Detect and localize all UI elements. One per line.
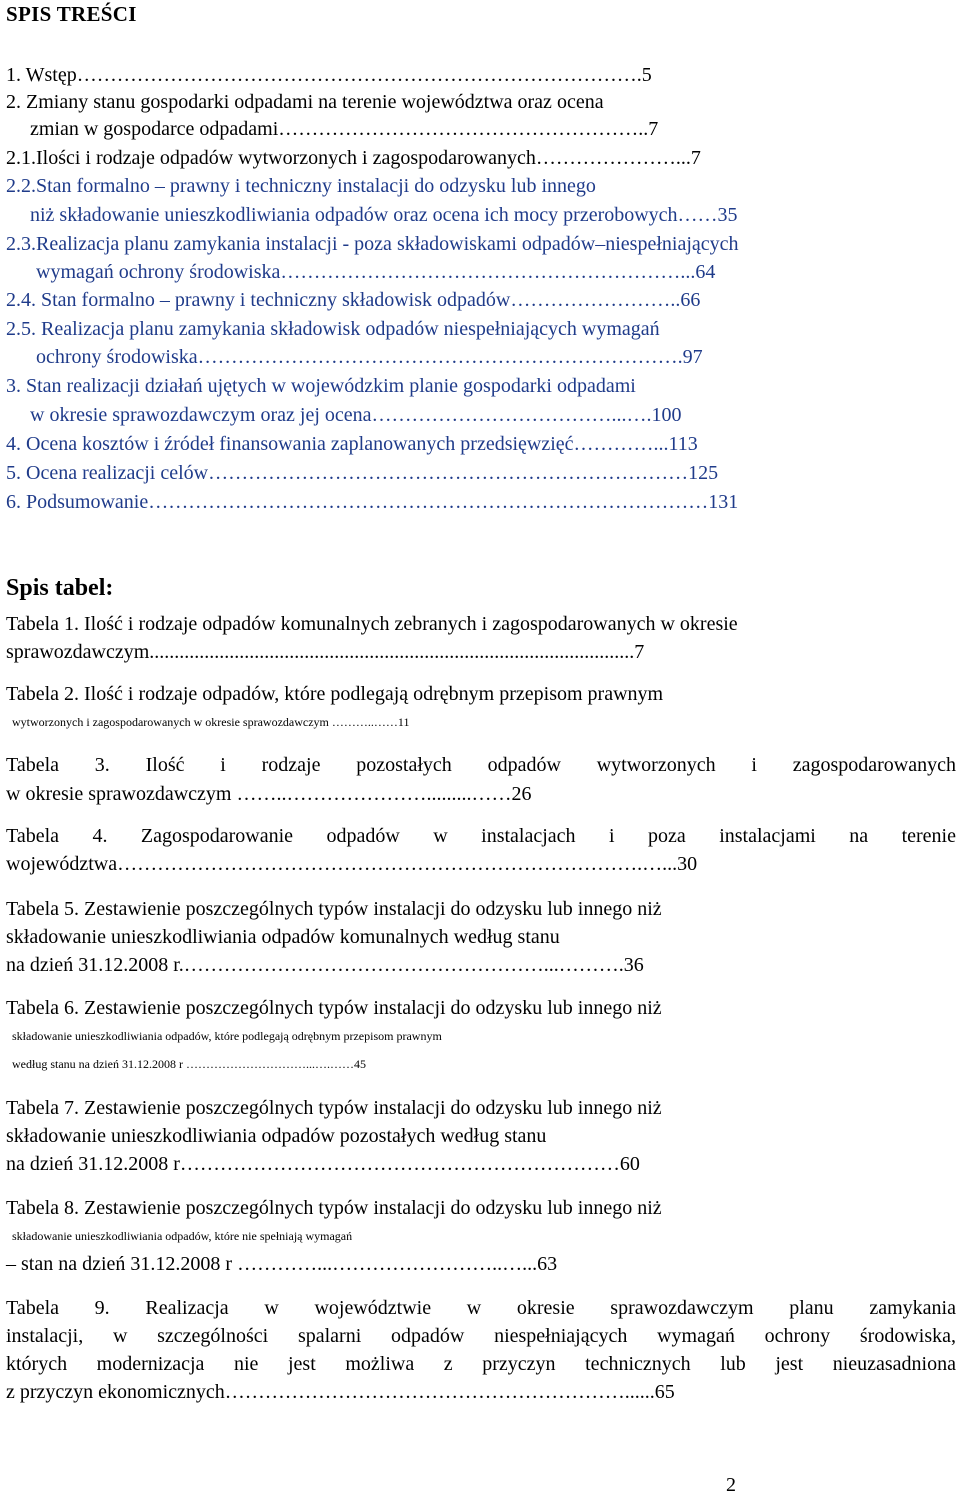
table-entry-7[interactable]: Tabela 7. Zestawienie poszczególnych typów instalacji do odzysku lub innego niż [6, 1097, 662, 1119]
toc-entry-2-2[interactable]: 2.2.Stan formalno – prawny i techniczny instalacji do odzysku lub innego [6, 175, 596, 197]
table-entry-9-cont3[interactable]: z przyczyn ekonomicznych……………………………………………………......65 [6, 1381, 675, 1403]
table-entry-5[interactable]: Tabela 5. Zestawienie poszczególnych typów instalacji do odzysku lub innego niż [6, 898, 662, 920]
table-entry-9-cont[interactable]: instalacji, w szczególności spalarni odpadów niespełniających wymagań ochrony środowiska, [6, 1325, 956, 1347]
toc-entry-wstep[interactable]: 1. Wstęp………………………………………………………………………….5 [6, 64, 652, 86]
page-number: 2 [726, 1474, 736, 1496]
toc-entry-5[interactable]: 5. Ocena realizacji celów………………………………………………………………125 [6, 462, 719, 484]
toc-entry-2-3[interactable]: 2.3.Realizacja planu zamykania instalacji - poza składowiskami odpadów–niespełniających [6, 233, 739, 255]
table-entry-5-cont2[interactable]: na dzień 31.12.2008 r.………………………………………………...……….36 [6, 954, 644, 976]
toc-entry-2-4[interactable]: 2.4. Stan formalno – prawny i techniczny składowisk odpadów……………………..66 [6, 289, 701, 311]
toc-entry-2-2-cont[interactable]: niż składowanie unieszkodliwiania odpadów oraz ocena ich mocy przerobowych……35 [30, 204, 738, 226]
table-entry-9-cont2[interactable]: których modernizacja nie jest możliwa z przyczyn technicznych lub jest nieuzasadniona [6, 1353, 956, 1375]
table-entry-8-cont[interactable]: składowanie unieszkodliwiania odpadów, które nie spełniają wymagań [12, 1229, 353, 1243]
table-entry-1-cont[interactable]: sprawozdawczym.................................................................................................7 [6, 641, 645, 663]
toc-entry-2-3-cont[interactable]: wymagań ochrony środowiska……………………………………………………...64 [36, 261, 716, 283]
table-entry-1[interactable]: Tabela 1. Ilość i rodzaje odpadów komunalnych zebranych i zagospodarowanych w okresie [6, 613, 738, 635]
toc-entry-3[interactable]: 3. Stan realizacji działań ujętych w wojewódzkim planie gospodarki odpadami [6, 375, 636, 397]
tables-heading: Spis tabel: [6, 575, 114, 601]
table-entry-3-cont[interactable]: w okresie sprawozdawczym ……..………………….........……26 [6, 783, 532, 805]
table-entry-6-cont2[interactable]: według stanu na dzień 31.12.2008 r …………………………...….……45 [12, 1057, 366, 1071]
table-entry-9[interactable]: Tabela 9. Realizacja w województwie w okresie sprawozdawczym planu zamykania [6, 1297, 956, 1319]
table-entry-4-cont[interactable]: województwa…………………………………………………………………….…...30 [6, 853, 698, 875]
toc-entry-2-cont[interactable]: zmian w gospodarce odpadami………………………………………………..7 [30, 118, 659, 140]
table-entry-5-cont[interactable]: składowanie unieszkodliwiania odpadów komunalnych według stanu [6, 926, 560, 948]
table-entry-6[interactable]: Tabela 6. Zestawienie poszczególnych typów instalacji do odzysku lub innego niż [6, 997, 662, 1019]
toc-entry-2-5-cont[interactable]: ochrony środowiska……………………………………………………………….97 [36, 346, 703, 368]
table-entry-2-cont[interactable]: wytworzonych i zagospodarowanych w okresie sprawozdawczym ………..……11 [12, 715, 410, 729]
table-entry-8-cont2[interactable]: – stan na dzień 31.12.2008 r …………...……………………..…...63 [6, 1253, 558, 1275]
table-entry-7-cont2[interactable]: na dzień 31.12.2008 r…………………………………………………………60 [6, 1153, 640, 1175]
toc-entry-2[interactable]: 2. Zmiany stanu gospodarki odpadami na terenie województwa oraz ocena [6, 91, 604, 113]
table-entry-8[interactable]: Tabela 8. Zestawienie poszczególnych typów instalacji do odzysku lub innego niż [6, 1197, 662, 1219]
toc-entry-6[interactable]: 6. Podsumowanie…………………………………………………………………………131 [6, 491, 739, 513]
toc-heading: SPIS TREŚCI [6, 2, 137, 26]
toc-entry-2-5[interactable]: 2.5. Realizacja planu zamykania składowisk odpadów niespełniających wymagań [6, 318, 660, 340]
table-entry-3[interactable]: Tabela 3. Ilość i rodzaje pozostałych odpadów wytworzonych i zagospodarowanych [6, 754, 956, 776]
toc-entry-3-cont[interactable]: w okresie sprawozdawczym oraz jej ocena………………………………...….100 [30, 404, 682, 426]
table-entry-6-cont[interactable]: składowanie unieszkodliwiania odpadów, które podlegają odrębnym przepisom prawnym [12, 1029, 442, 1043]
toc-entry-4[interactable]: 4. Ocena kosztów i źródeł finansowania zaplanowanych przedsięwzięć…………...113 [6, 433, 698, 455]
toc-entry-2-1[interactable]: 2.1.Ilości i rodzaje odpadów wytworzonych i zagospodarowanych…………………...7 [6, 147, 701, 169]
table-entry-7-cont[interactable]: składowanie unieszkodliwiania odpadów pozostałych według stanu [6, 1125, 547, 1147]
table-entry-4[interactable]: Tabela 4. Zagospodarowanie odpadów w instalacjach i poza instalacjami na terenie [6, 825, 956, 847]
table-entry-2[interactable]: Tabela 2. Ilość i rodzaje odpadów, które podlegają odrębnym przepisom prawnym [6, 683, 664, 705]
